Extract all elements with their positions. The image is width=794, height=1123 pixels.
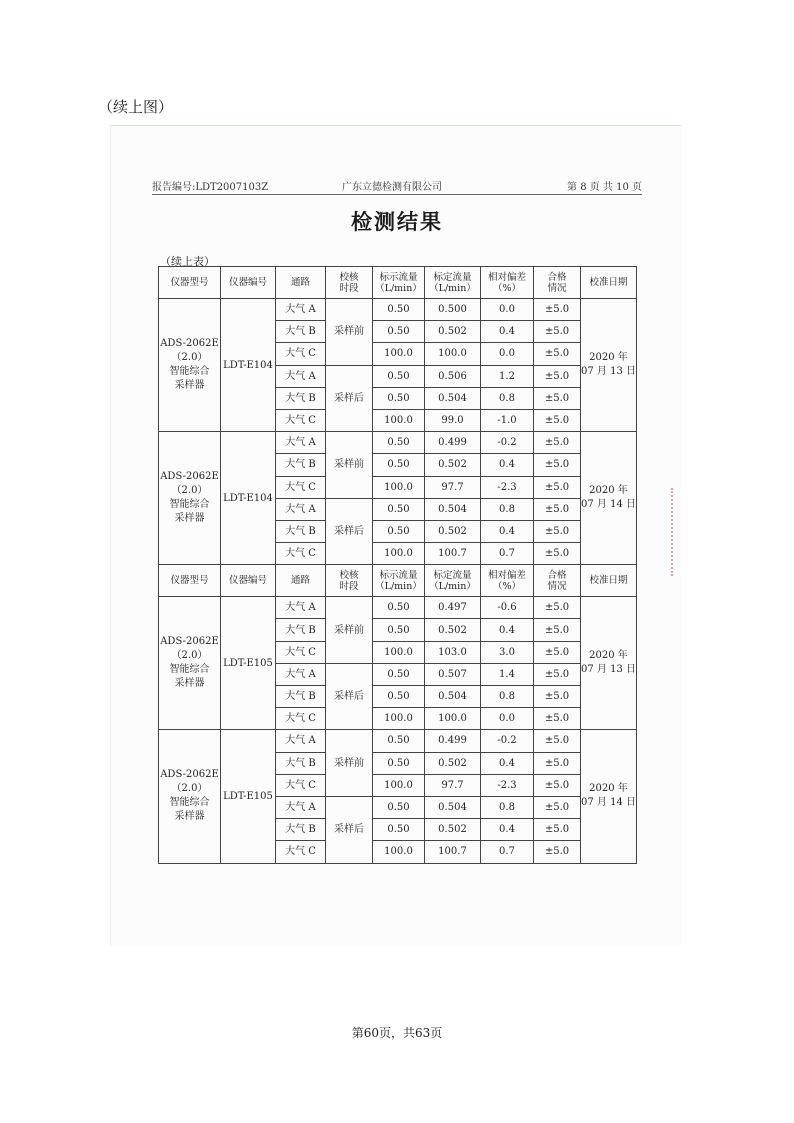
- channel-cell: 大气 B: [276, 387, 326, 409]
- nominal-flow-cell: 0.50: [373, 796, 425, 818]
- report-header: [152, 178, 642, 195]
- nominal-flow-cell: 0.50: [373, 597, 425, 619]
- qualified-cell: ±5.0: [534, 597, 581, 619]
- column-header-label: 校准日期: [589, 575, 628, 587]
- column-header: [373, 565, 425, 597]
- calibrated-flow-cell: 103.0: [425, 641, 481, 663]
- calibrated-flow-cell: 100.0: [425, 343, 481, 365]
- nominal-flow-cell: 100.0: [373, 841, 425, 863]
- nominal-flow-cell: 100.0: [373, 641, 425, 663]
- nominal-flow-cell: 100.0: [373, 476, 425, 498]
- page-footer: 第60页，共63页: [351, 1026, 443, 1040]
- qualified-cell: ±5.0: [534, 454, 581, 476]
- channel-cell: 大气 B: [276, 454, 326, 476]
- deviation-cell: 0.4: [481, 520, 534, 542]
- column-header-label: 合格 情况: [547, 271, 567, 294]
- column-header-label: 标示流量 （L/min）: [375, 569, 422, 592]
- qualified-cell: ±5.0: [534, 774, 581, 796]
- column-header: [425, 267, 481, 299]
- report-title: 检测结果: [351, 209, 443, 234]
- cell-line: 智能综合: [169, 797, 210, 809]
- channel-cell: 大气 C: [276, 409, 326, 431]
- qualified-cell: ±5.0: [534, 498, 581, 520]
- deviation-cell: 0.0: [481, 708, 534, 730]
- nominal-flow-cell: 0.50: [373, 432, 425, 454]
- deviation-cell: 0.8: [481, 686, 534, 708]
- cell-line: ADS-2062E: [160, 471, 219, 483]
- period-cell: 采样前: [326, 299, 373, 366]
- nominal-flow-cell: 0.50: [373, 819, 425, 841]
- channel-cell: 大气 C: [276, 476, 326, 498]
- column-header: [481, 267, 534, 299]
- cell-line: ADS-2062E: [160, 338, 219, 350]
- qualified-cell: ±5.0: [534, 520, 581, 542]
- calibrated-flow-cell: 0.502: [425, 321, 481, 343]
- period-cell: 采样后: [326, 663, 373, 730]
- column-header-label: 通路: [290, 277, 310, 288]
- instrument-model-cell: [159, 597, 221, 730]
- cell-line: 07 月 14 日: [581, 499, 636, 511]
- cell-line: （2.0）: [171, 352, 208, 364]
- nominal-flow-cell: 0.50: [373, 619, 425, 641]
- cell-line: 采样器: [174, 380, 205, 392]
- calibrated-flow-cell: 0.502: [425, 520, 481, 542]
- channel-cell: 大气 C: [276, 343, 326, 365]
- deviation-cell: -0.6: [481, 597, 534, 619]
- channel-cell: 大气 A: [276, 597, 326, 619]
- calibration-date-cell: [581, 730, 637, 863]
- calibrated-flow-cell: 0.506: [425, 365, 481, 387]
- calibration-date-cell: [581, 299, 637, 432]
- instrument-model-cell: [159, 432, 221, 565]
- column-header: [481, 565, 534, 597]
- qualified-cell: ±5.0: [534, 641, 581, 663]
- column-header-label: 仪器编号: [228, 277, 267, 288]
- period-cell: 采样后: [326, 796, 373, 863]
- column-header: [221, 565, 276, 597]
- calibrated-flow-cell: 0.504: [425, 796, 481, 818]
- cell-line: 2020 年: [589, 650, 628, 662]
- deviation-cell: 3.0: [481, 641, 534, 663]
- calibration-date-cell: [581, 432, 637, 565]
- period-cell: 采样前: [326, 730, 373, 797]
- channel-cell: 大气 C: [276, 543, 326, 565]
- column-header: [534, 267, 581, 299]
- column-header-label: 仪器型号: [170, 575, 209, 587]
- deviation-cell: 0.8: [481, 387, 534, 409]
- instrument-number-cell: LDT-E105: [221, 597, 276, 730]
- deviation-cell: 1.2: [481, 365, 534, 387]
- nominal-flow-cell: 100.0: [373, 774, 425, 796]
- column-header: [425, 565, 481, 597]
- cell-line: （2.0）: [171, 485, 208, 497]
- channel-cell: 大气 B: [276, 819, 326, 841]
- nominal-flow-cell: 0.50: [373, 365, 425, 387]
- column-header: [159, 267, 221, 299]
- deviation-cell: 0.8: [481, 498, 534, 520]
- table-row: [159, 432, 637, 454]
- calibrated-flow-cell: 0.502: [425, 454, 481, 476]
- column-header: [581, 267, 637, 299]
- period-cell: 采样后: [326, 365, 373, 432]
- nominal-flow-cell: 0.50: [373, 730, 425, 752]
- deviation-cell: 0.4: [481, 321, 534, 343]
- calibrated-flow-cell: 0.499: [425, 730, 481, 752]
- nominal-flow-cell: 100.0: [373, 343, 425, 365]
- column-header-label: 标定流量 （L/min）: [429, 569, 476, 592]
- channel-cell: 大气 A: [276, 663, 326, 685]
- deviation-cell: 0.7: [481, 543, 534, 565]
- results-table: [158, 266, 637, 864]
- cell-line: ADS-2062E: [160, 769, 219, 781]
- column-header: [276, 267, 326, 299]
- instrument-model-cell: [159, 730, 221, 863]
- instrument-model-cell: [159, 299, 221, 432]
- qualified-cell: ±5.0: [534, 708, 581, 730]
- deviation-cell: 1.4: [481, 663, 534, 685]
- channel-cell: 大气 B: [276, 520, 326, 542]
- column-header: [159, 565, 221, 597]
- channel-cell: 大气 B: [276, 619, 326, 641]
- qualified-cell: ±5.0: [534, 476, 581, 498]
- column-header-label: 校准日期: [589, 277, 628, 288]
- channel-cell: 大气 C: [276, 774, 326, 796]
- header-row: [159, 267, 637, 299]
- deviation-cell: 0.4: [481, 819, 534, 841]
- channel-cell: 大气 C: [276, 841, 326, 863]
- channel-cell: 大气 A: [276, 730, 326, 752]
- calibrated-flow-cell: 0.500: [425, 299, 481, 321]
- calibrated-flow-cell: 0.504: [425, 498, 481, 520]
- cell-line: 采样器: [174, 811, 205, 823]
- cell-line: （2.0）: [171, 650, 208, 662]
- header-row: [159, 565, 637, 597]
- cell-line: 2020 年: [589, 485, 628, 497]
- period-cell: 采样前: [326, 597, 373, 664]
- column-header: [373, 267, 425, 299]
- nominal-flow-cell: 100.0: [373, 708, 425, 730]
- qualified-cell: ±5.0: [534, 387, 581, 409]
- calibrated-flow-cell: 97.7: [425, 476, 481, 498]
- qualified-cell: ±5.0: [534, 796, 581, 818]
- qualified-cell: ±5.0: [534, 752, 581, 774]
- column-header: [326, 565, 373, 597]
- calibrated-flow-cell: 0.502: [425, 752, 481, 774]
- deviation-cell: 0.0: [481, 299, 534, 321]
- deviation-cell: 0.0: [481, 343, 534, 365]
- channel-cell: 大气 A: [276, 432, 326, 454]
- deviation-cell: -1.0: [481, 409, 534, 431]
- cell-line: ADS-2062E: [160, 636, 219, 648]
- calibrated-flow-cell: 0.507: [425, 663, 481, 685]
- nominal-flow-cell: 0.50: [373, 299, 425, 321]
- report-number: 报告编号:LDT2007103Z: [152, 182, 269, 193]
- nominal-flow-cell: 100.0: [373, 409, 425, 431]
- report-page-number: 第 8 页 共 10 页: [567, 182, 642, 193]
- qualified-cell: ±5.0: [534, 543, 581, 565]
- column-header-label: 校核 时段: [339, 271, 359, 294]
- table-row: [159, 299, 637, 321]
- calibrated-flow-cell: 100.7: [425, 841, 481, 863]
- qualified-cell: ±5.0: [534, 619, 581, 641]
- instrument-number-cell: LDT-E105: [221, 730, 276, 863]
- column-header: [276, 565, 326, 597]
- deviation-cell: -0.2: [481, 730, 534, 752]
- channel-cell: 大气 B: [276, 686, 326, 708]
- nominal-flow-cell: 0.50: [373, 454, 425, 476]
- cell-line: 智能综合: [169, 664, 210, 676]
- qualified-cell: ±5.0: [534, 409, 581, 431]
- column-header-label: 仪器编号: [228, 575, 267, 587]
- instrument-number-cell: LDT-E104: [221, 299, 276, 432]
- cell-line: 智能综合: [169, 499, 210, 511]
- deviation-cell: -2.3: [481, 774, 534, 796]
- cell-line: 07 月 13 日: [581, 366, 636, 378]
- qualified-cell: ±5.0: [534, 343, 581, 365]
- nominal-flow-cell: 0.50: [373, 520, 425, 542]
- calibrated-flow-cell: 0.497: [425, 597, 481, 619]
- column-header-label: 仪器型号: [170, 277, 209, 288]
- nominal-flow-cell: 100.0: [373, 543, 425, 565]
- channel-cell: 大气 A: [276, 796, 326, 818]
- column-header: [581, 565, 637, 597]
- column-header-label: 标定流量 （L/min）: [429, 271, 476, 294]
- column-header-label: 合格 情况: [547, 569, 567, 592]
- deviation-cell: 0.7: [481, 841, 534, 863]
- table-row: [159, 730, 637, 752]
- column-header-label: 校核 时段: [339, 569, 359, 592]
- nominal-flow-cell: 0.50: [373, 498, 425, 520]
- column-header: [326, 267, 373, 299]
- qualified-cell: ±5.0: [534, 841, 581, 863]
- deviation-cell: 0.4: [481, 454, 534, 476]
- cell-line: 2020 年: [589, 352, 628, 364]
- cell-line: 采样器: [174, 513, 205, 525]
- channel-cell: 大气 B: [276, 321, 326, 343]
- cell-line: 07 月 14 日: [581, 797, 636, 809]
- calibration-date-cell: [581, 597, 637, 730]
- channel-cell: 大气 C: [276, 641, 326, 663]
- calibrated-flow-cell: 99.0: [425, 409, 481, 431]
- channel-cell: 大气 B: [276, 752, 326, 774]
- qualified-cell: ±5.0: [534, 686, 581, 708]
- column-header-label: 标示流量 （L/min）: [375, 271, 422, 294]
- table-row: [159, 597, 637, 619]
- column-header-label: 相对偏差 （%）: [487, 569, 526, 592]
- cell-line: 2020 年: [589, 783, 628, 795]
- calibrated-flow-cell: 0.504: [425, 686, 481, 708]
- channel-cell: 大气 A: [276, 299, 326, 321]
- deviation-cell: 0.8: [481, 796, 534, 818]
- calibrated-flow-cell: 97.7: [425, 774, 481, 796]
- channel-cell: 大气 C: [276, 708, 326, 730]
- calibrated-flow-cell: 0.502: [425, 819, 481, 841]
- calibrated-flow-cell: 0.499: [425, 432, 481, 454]
- table-continuation-label: （续上表）: [160, 255, 215, 268]
- company-name: 广东立德检测有限公司: [342, 182, 442, 193]
- qualified-cell: ±5.0: [534, 432, 581, 454]
- column-header-label: 相对偏差 （%）: [487, 271, 526, 294]
- qualified-cell: ±5.0: [534, 321, 581, 343]
- cell-line: 采样器: [174, 678, 205, 690]
- calibrated-flow-cell: 100.7: [425, 543, 481, 565]
- calibrated-flow-cell: 0.504: [425, 387, 481, 409]
- nominal-flow-cell: 0.50: [373, 752, 425, 774]
- column-header: [221, 267, 276, 299]
- cell-line: 07 月 13 日: [581, 664, 636, 676]
- deviation-cell: 0.4: [481, 619, 534, 641]
- period-cell: 采样后: [326, 498, 373, 565]
- channel-cell: 大气 A: [276, 498, 326, 520]
- cell-line: （2.0）: [171, 783, 208, 795]
- deviation-cell: -2.3: [481, 476, 534, 498]
- nominal-flow-cell: 0.50: [373, 321, 425, 343]
- qualified-cell: ±5.0: [534, 299, 581, 321]
- channel-cell: 大气 A: [276, 365, 326, 387]
- nominal-flow-cell: 0.50: [373, 663, 425, 685]
- red-stamp-mark: [671, 488, 685, 576]
- column-header-label: 通路: [290, 575, 310, 587]
- deviation-cell: -0.2: [481, 432, 534, 454]
- calibrated-flow-cell: 100.0: [425, 708, 481, 730]
- qualified-cell: ±5.0: [534, 365, 581, 387]
- qualified-cell: ±5.0: [534, 663, 581, 685]
- nominal-flow-cell: 0.50: [373, 387, 425, 409]
- instrument-number-cell: LDT-E104: [221, 432, 276, 565]
- qualified-cell: ±5.0: [534, 819, 581, 841]
- column-header: [534, 565, 581, 597]
- calibrated-flow-cell: 0.502: [425, 619, 481, 641]
- deviation-cell: 0.4: [481, 752, 534, 774]
- period-cell: 采样前: [326, 432, 373, 499]
- nominal-flow-cell: 0.50: [373, 686, 425, 708]
- cell-line: 智能综合: [169, 366, 210, 378]
- qualified-cell: ±5.0: [534, 730, 581, 752]
- results-table-body: [159, 267, 637, 864]
- continuation-label: （续上图）: [98, 98, 174, 116]
